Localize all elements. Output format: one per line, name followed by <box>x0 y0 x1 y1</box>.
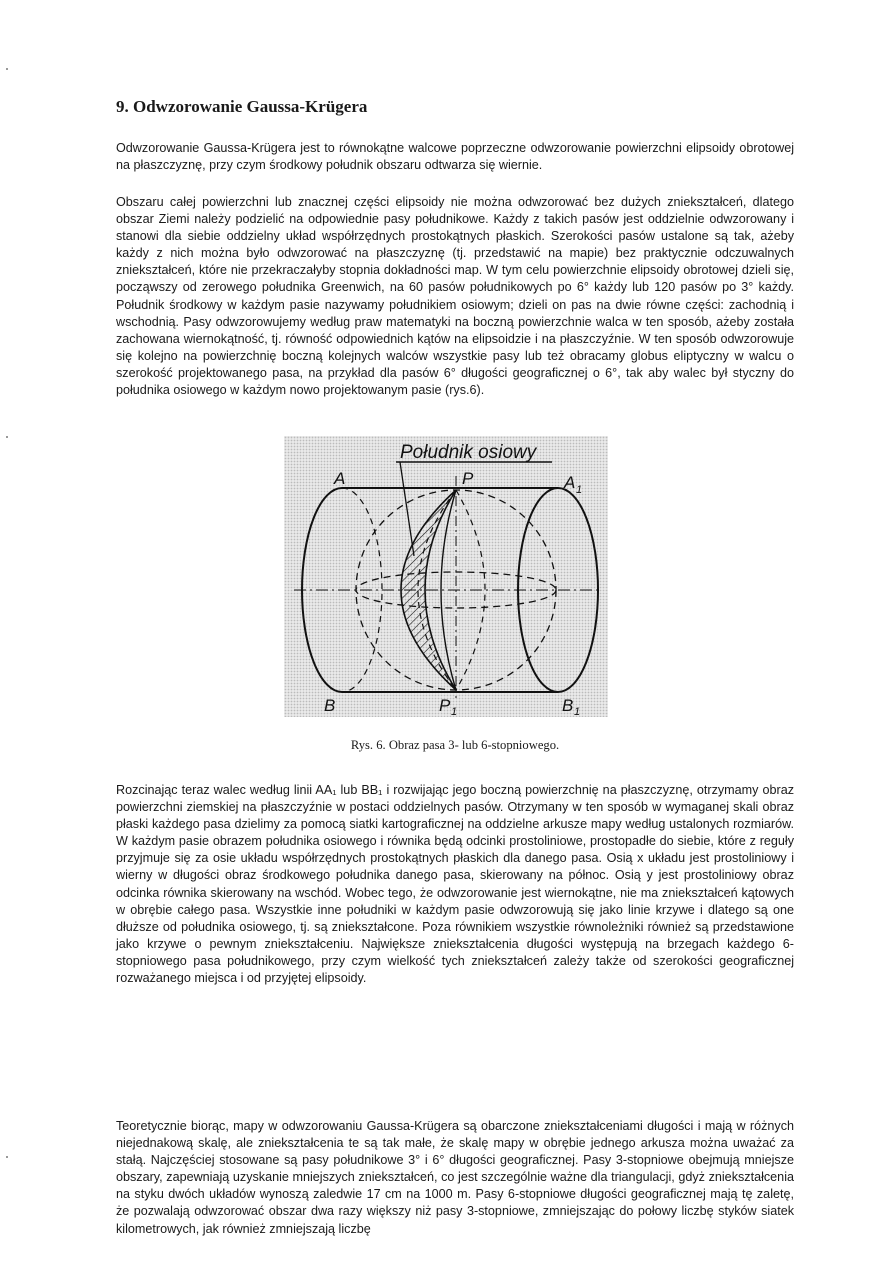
paragraph-3: Rozcinając teraz walec według linii AA₁ lub BB₁ i rozwijając jego boczną powierzchnię na płaszczyznę, otrzymamy obraz powierzchni ziemskiej na płaszczyźnie w postaci oddzielnych pasów. Otrzymany w ten sposób w wymaganej skali obraz płaski każdego pasa dzielimy za pomocą siatki kartograficznej na oddzielne arkusze mapy według ustalonych rozmiarów. W każdym pasie obrazem południka osiowego i równika będą odcinki prostoliniowe, prostopadłe do siebie, które z reguły przyjmuje się za osie układu współrzędnych prostokątnych płaskich dla danego pasa. Osią x układu jest prostoliniowy i wierny w długości obraz środkowego południka danego pasa, skierowany na północ. Osią y jest prostoliniowy obraz odcinka równika skierowany na wschód. Wobec tego, że odwzorowanie jest wiernokątne, nie ma zniekształceń kątowych w obrębie całego pasa. Wszystkie inne południki w każdym pasie odwzorowują się jako linie krzywe i dlatego są one dłuższe od południka osiowego, tj. są zniekształcone. Poza równikiem wszystkie równoleżniki również są przedstawione jako krzywe o pewnym zniekształceniu. Największe zniekształcenia długości występują na brzegach każdego 6-stopniowego pasa południkowego, przy czym wielkość tych zniekształceń zależy także od szerokości geograficznej rozważanego miejsca i od przyjętej elipsoidy. <box>116 783 794 986</box>
label-P1: P <box>439 696 451 715</box>
label-A1: A <box>564 473 576 492</box>
label-P1-sub: 1 <box>451 706 458 717</box>
figure-cylinder-projection <box>284 436 608 717</box>
scan-mark <box>6 1156 8 1158</box>
paragraph-2: Obszaru całej powierzchni lub znacznej części elipsoidy nie można odwzorować bez dużych zniekształceń, dlatego obszar Ziemi należy podzielić na odpowiednie pasy południkowe. Każdy z takich pasów jest oddzielnie odwzorowany i stanowi dla siebie oddzielny układ współrzędnych prostokątnych płaskich. Szerokości pasów ustalone są tak, ażeby każdy z nich można było odwzorować na płaszczyznę (tj. przedstawić na mapie) bez praktycznie odczuwalnych zniekształceń, które nie przekraczałyby stopnia dokładności map. W tym celu powierzchnie elipsoidy obrotowej dzieli się, począwszy od zerowego południka Greenwich, na 60 pasów południkowych po 6° każdy lub 120 pasów po 3° każdy. Południk środkowy w każdym pasie nazywamy południkiem osiowym; dzieli on pas na dwie równe części: zachodnią i wschodnią. Pasy odwzorowujemy według praw matematyki na boczną powierzchnie walca w ten sposób, ażeby została zachowana wiernokątność, tj. równość odpowiednich kątów na elipsoidzie i na płaszczyźnie. W ten sposób odwzorowuje się kolejno na powierzchnię boczną kolejnych walców wszystkie pasy lub też obracamy globus eliptyczny w walcu o szerokość projektowanego pasa, na przykład dla pasów 6° długości geograficznej o 6°, tak aby walec był styczny do południka osiowego w każdym nowo projektowanym pasie (rys.6). <box>116 195 794 398</box>
label-A1-sub: 1 <box>576 484 583 496</box>
label-P: P <box>462 469 474 488</box>
figure-caption: Rys. 6. Obraz pasa 3- lub 6-stopniowego. <box>350 738 560 752</box>
label-B1: B <box>562 696 574 715</box>
label-A: A <box>334 469 346 488</box>
label-B: B <box>324 696 336 715</box>
paragraph-4: Teoretycznie biorąc, mapy w odwzorowaniu Gaussa-Krügera są obarczone zniekształceniami długości i mają w różnych niejednakową skalę, ale zniekształcenia te są tak małe, że skalę mapy w obrębie jednego arkusza można uważać za stałą. Najczęściej stosowane są pasy południkowe 3° i 6° długości geograficznej. Pasy 3-stopniowe obejmują mniejsze obszary, zapewniają uzyskanie mniejszych zniekształceń, co jest szczególnie ważne dla triangulacji, gdyż zniekształcenia na styku dwóch układów wynoszą zaledwie 17 cm na 1000 m. Pasy 6-stopniowe długości geograficznej mają tę zaletę, że pozwalają odwzorować obszar dwa razy większy niż pasy 3-stopniowe, zmniejszając do połowy liczbę styków siatek kilometrowych, jak również zmniejszają liczbę <box>116 1119 794 1236</box>
scan-mark <box>6 68 8 70</box>
section-heading: 9. Odwzorowanie Gaussa-Krügera <box>116 97 368 116</box>
label-B1-sub: 1 <box>574 706 581 717</box>
figure-title-label: Południk osiowy <box>400 442 537 463</box>
scan-mark <box>6 436 8 438</box>
pointer-line <box>400 462 414 556</box>
paragraph-1: Odwzorowanie Gaussa-Krügera jest to równokątne walcowe poprzeczne odwzorowanie powierzchni elipsoidy obrotowej na płaszczyznę, przy czym środkowy południk obszaru odtwarza się wiernie. <box>116 141 794 173</box>
